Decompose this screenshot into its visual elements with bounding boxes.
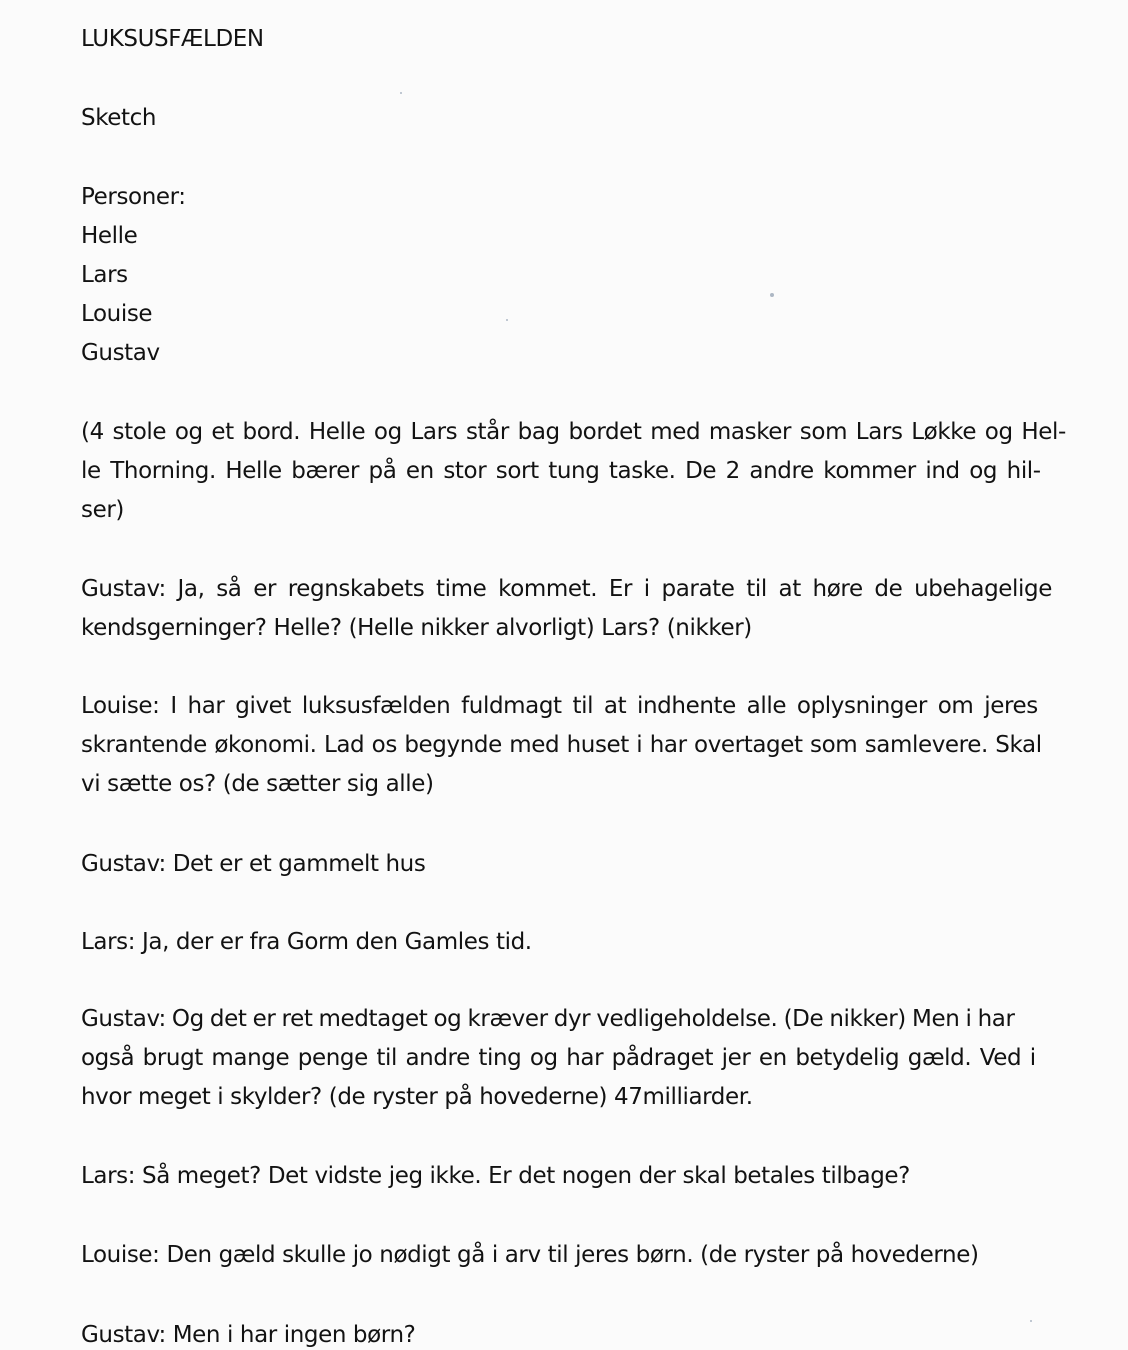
dialogue-line: Gustav: Ja, så er regnskabets time kommet. Er i parate til at høre de ubehagelige [81, 576, 1052, 602]
dialogue-line: Gustav: Det er et gammelt hus [81, 851, 426, 877]
scan-speck [506, 319, 508, 321]
stage-direction-line: le Thorning. Helle bærer på en stor sort tung taske. De 2 andre kommer ind og hil- [81, 458, 1041, 484]
dialogue-line: hvor meget i skylder? (de ryster på hovederne) 47milliarder. [81, 1084, 753, 1110]
cast-member: Gustav [81, 340, 160, 366]
dialogue-line: Gustav: Men i har ingen børn? [81, 1322, 416, 1348]
dialogue-line: skrantende økonomi. Lad os begynde med huset i har overtaget som samlevere. Skal [81, 732, 1042, 758]
document-title: LUKSUSFÆLDEN [81, 26, 264, 52]
scan-speck [400, 92, 402, 94]
document-subtitle: Sketch [81, 105, 157, 131]
scan-speck [1030, 1320, 1032, 1322]
dialogue-line: kendsgerninger? Helle? (Helle nikker alvorligt) Lars? (nikker) [81, 615, 752, 641]
dialogue-line: Lars: Ja, der er fra Gorm den Gamles tid. [81, 929, 532, 955]
cast-member: Helle [81, 223, 138, 249]
dialogue-line: Lars: Så meget? Det vidste jeg ikke. Er det nogen der skal betales tilbage? [81, 1163, 910, 1189]
stage-direction-line: ser) [81, 497, 124, 523]
dialogue-line: også brugt mange penge til andre ting og har pådraget jer en betydelig gæld. Ved i [81, 1045, 1036, 1071]
cast-member: Louise [81, 301, 153, 327]
dialogue-line: Louise: Den gæld skulle jo nødigt gå i arv til jeres børn. (de ryster på hovederne) [81, 1242, 979, 1268]
dialogue-line: Gustav: Og det er ret medtaget og kræver dyr vedligeholdelse. (De nikker) Men i har [81, 1006, 1015, 1032]
dialogue-line: Louise: I har givet luksusfælden fuldmagt til at indhente alle oplysninger om jeres [81, 693, 1038, 719]
stage-direction-line: (4 stole og et bord. Helle og Lars står bag bordet med masker som Lars Løkke og Hel- [81, 419, 1066, 445]
cast-member: Lars [81, 262, 128, 288]
dialogue-line: vi sætte os? (de sætter sig alle) [81, 771, 434, 797]
scan-speck [770, 293, 774, 297]
cast-heading: Personer: [81, 184, 186, 210]
